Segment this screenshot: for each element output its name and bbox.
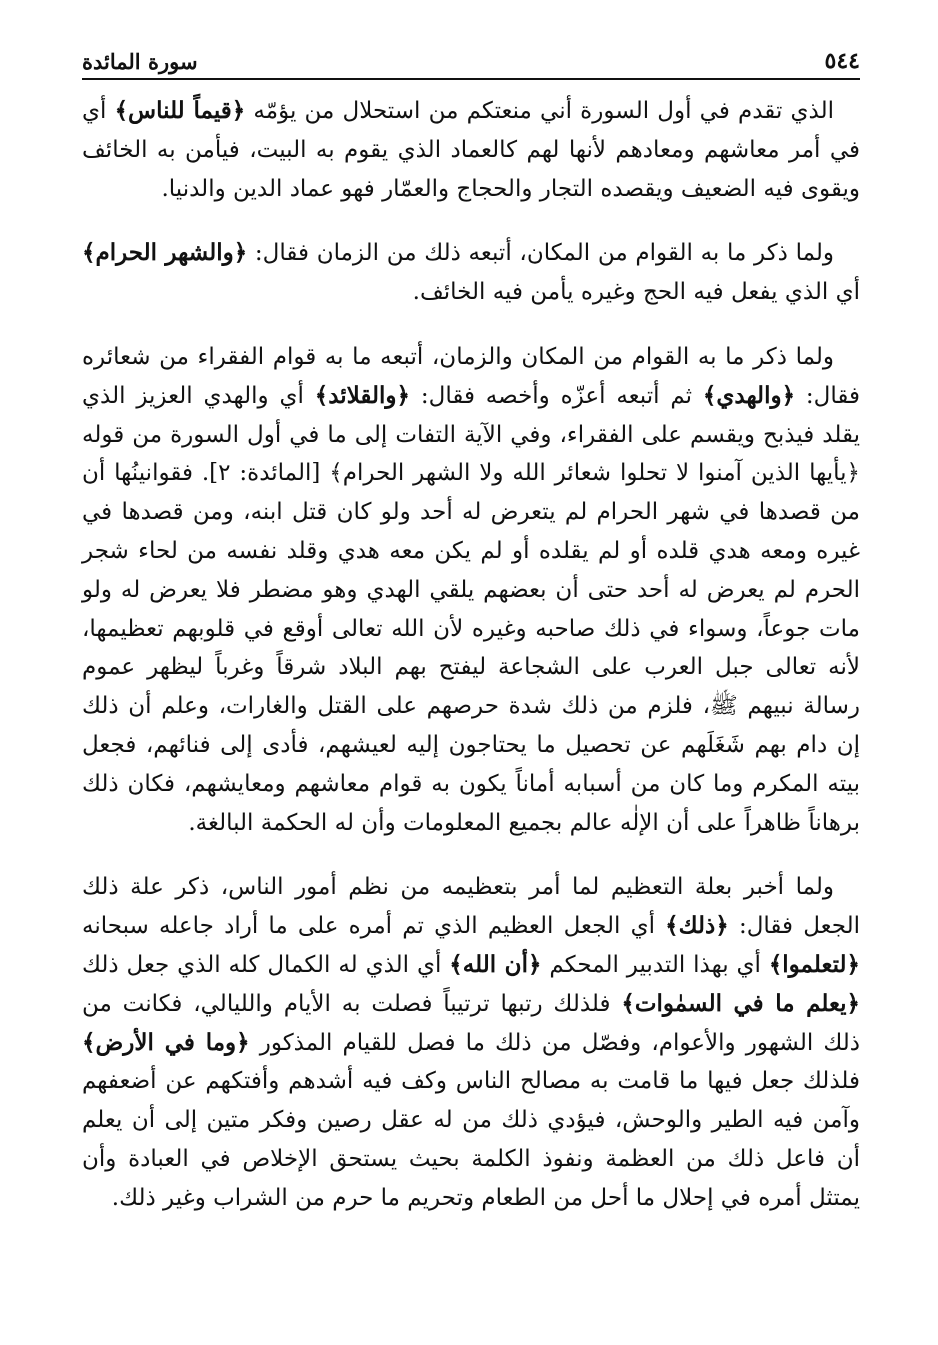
text-segment: أي الذي يفعل فيه الحج وغيره يأمن فيه الخائف.	[412, 279, 860, 306]
paragraph-3	[82, 338, 860, 842]
quran-quote: ﴿ذلك﴾	[665, 912, 729, 940]
text-segment: ولما ذكر ما به القوام من المكان والزمان، أتبعه ما به قوام الفقراء من شعائره فقال:	[82, 343, 860, 409]
page-number: ٥٤٤	[824, 48, 860, 74]
quran-quote: ﴿والقلائد﴾	[314, 381, 411, 409]
text-segment: ولما ذكر ما به القوام من المكان، أتبعه ذلك من الزمان فقال:	[247, 240, 835, 267]
quran-quote: ﴿وما في الأرض﴾	[82, 1028, 250, 1056]
surah-name: سورة المائدة	[82, 49, 198, 74]
paragraph-1	[82, 92, 860, 208]
quran-citation: ﴿يأيها الذين آمنوا لا تحلوا شعائر الله ولا الشهر الحرام﴾	[329, 460, 860, 487]
text-segment: فلذلك رتبها ترتيباً فصلت به الأيام والليالي، فكانت من ذلك الشهور والأعوام، وفصّل من ذلك ما فصل للقيام المذكور	[82, 990, 860, 1056]
text-segment: فلذلك جعل فيها ما قامت به مصالح الناس وكف فيه أشدهم وأفتكهم عن أضعفهم وآمن فيه الطير والوحش، فيؤدي ذلك من له عقل رصين وفكر متين إلى أن يعلم أن فاعل ذلك من العظمة ونفوذ الكلمة بحيث يستحق الإخلاص في العبادة وأن يمتثل أمره في إحلال ما أحل من الطعام وتحريم ما حرم من الشراب وغير ذلك.	[82, 1068, 860, 1211]
text-segment: ولما أخبر بعلة التعظيم لما أمر بتعظيمه من نظم أمور الناس، ذكر علة ذلك الجعل فقال:	[82, 874, 860, 940]
quran-quote: ﴿قيماً للناس﴾	[114, 97, 246, 124]
text-segment: أي في أمر معاشهم ومعادهم لأنها لهم كالعماد الذي يقوم به البيت، فيأمن به الخائف ويقوى فيه الضعيف ويقصده التجار والحجاج والعمّار فهو عماد الدين والدنيا.	[82, 98, 860, 202]
quran-quote: ﴿لتعلموا﴾	[768, 950, 860, 978]
text-segment: أي والهدي العزيز الذي يقلد فيذبح ويقسم على الفقراء، وفي الآية التفات إلى ما في أول السورة من قوله	[82, 382, 860, 448]
quran-quote: ﴿والشهر الحرام﴾	[82, 239, 248, 267]
text-segment: [المائدة: ٢]. فقوانينُها أن من قصدها في شهر الحرام لم يتعرض له أحد ولو كان قتل ابنه، ومن قصدها في غيره ومعه هدي قلده أو لم يقلده أو لم يكن معه هدي وقلد نفسه من لحاء شجر الحرم لم يعرض له أحد حتى أن بعضهم يلقي الهدي وهو مضطر فلا يعرض له ولو مات جوعاً، وسواء في ذلك صاحبه وغيره لأن الله تعالى أوقع في قلوبهم تعظيمها، لأنه تعالى جبل العرب على الشجاعة ليفتح بهم البلاد شرقاً وغرباً ليظهر عموم رسالة نبيهم ﷺ، فلزم من ذلك شدة حرصهم على القتل والغارات، وعلم أن ذلك إن دام بهم شَغَلَهم عن تحصيل ما يحتاجون إليه لعيشهم، فأدى إلى فنائهم، فجعل بيته المكرم وما كان من أسبابه أماناً يكون به قوام معاشهم ومعايشهم، فكان ذلك برهاناً ظاهراً على أن الإلٰه عالم بجميع المعلومات وأن له الحكمة البالغة.	[82, 460, 860, 836]
quran-quote: ﴿يعلم ما في السمٰوات﴾	[621, 989, 860, 1017]
page-header	[82, 34, 860, 74]
text-segment: أي بهذا التدبير المحكم	[541, 951, 769, 978]
paragraph-2	[82, 234, 860, 312]
header-rule	[82, 78, 860, 80]
page-body	[82, 92, 860, 1244]
quran-quote: ﴿أن الله﴾	[449, 950, 542, 978]
paragraph-4	[82, 868, 860, 1217]
text-segment: أي الجعل العظيم الذي تم أمره على ما أراد جاعله سبحانه	[82, 913, 666, 940]
quran-quote: ﴿والهدي﴾	[702, 381, 796, 409]
text-segment: أي الذي له الكمال كله الذي جعل ذلك	[82, 951, 450, 978]
text-segment: ثم أتبعه أعزّه وأخصه فقال:	[410, 382, 703, 409]
text-segment: الذي تقدم في أول السورة أني منعتكم من استحلال من يؤمّه	[245, 98, 834, 124]
